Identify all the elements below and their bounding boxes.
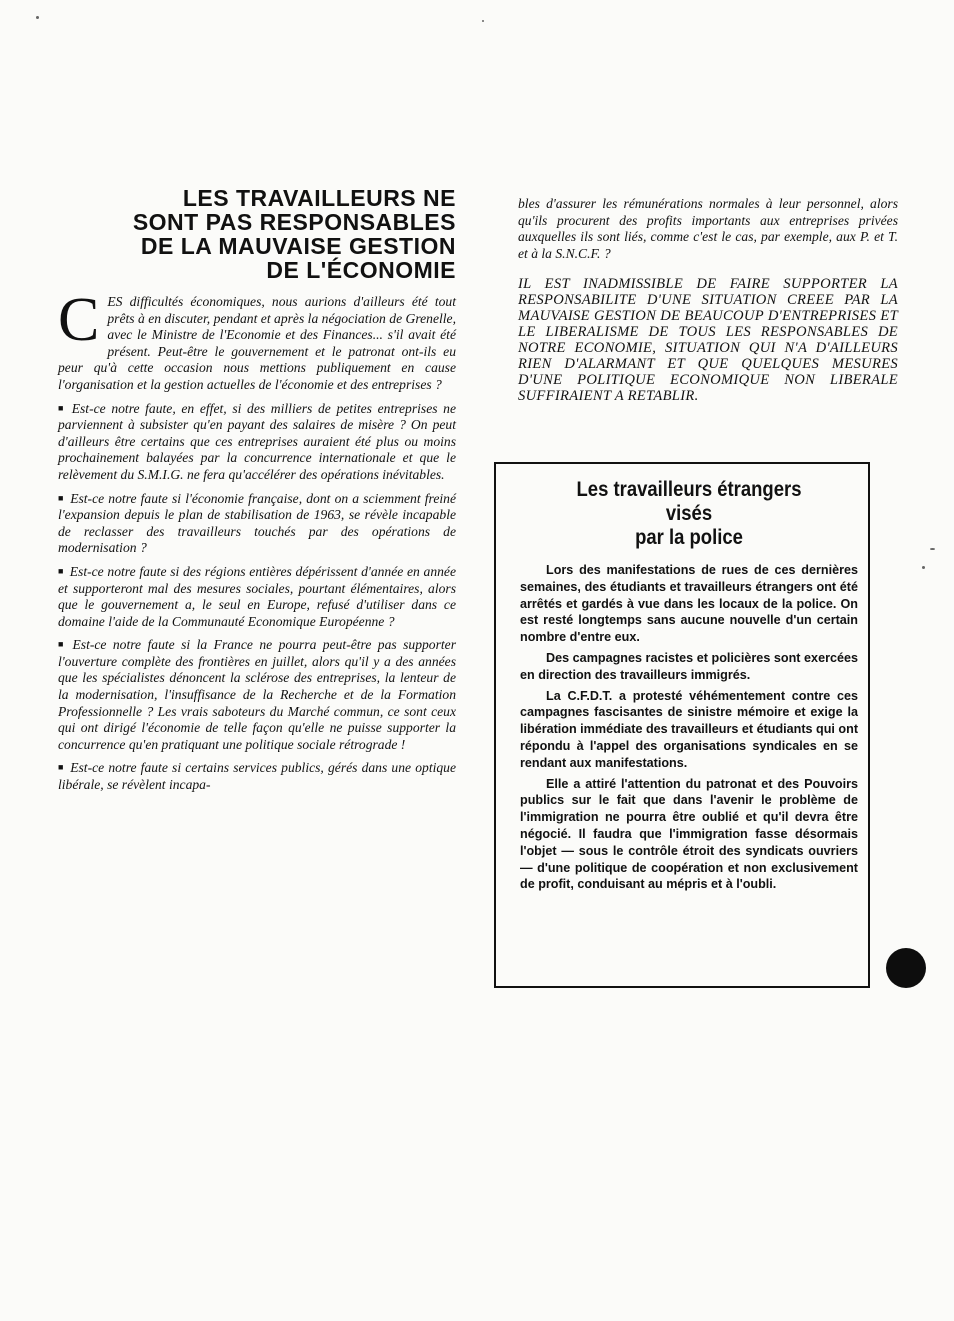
continuation-paragraph: bles d'assurer les rémunérations normales à leur personnel, alors qu'ils procurent des profits importants aux entreprises privées auxquelles ils sont liés, comme c'est le cas, par exemple, aux P. et T. et à la S.N.C.F. ? bbox=[518, 196, 898, 261]
left-article bbox=[58, 186, 456, 800]
box-paragraph: Elle a attiré l'attention du patronat et des Pouvoirs publics sur le fait que dans l'avenir le problème de l'immigration ne pourra être oublié et qu'il devra être négocié. Il faudra que l'immigration fasse désormais l'objet — sous le contrôle étroit des syndicats ouvriers — d'une politique de coopération et non exclusivement de profit, conduisant au mépris et à l'oubli. bbox=[520, 776, 858, 892]
box-title-line: par la police bbox=[635, 526, 743, 549]
box-paragraph: Des campagnes racistes et policières sont exercées en direction des travailleurs immigrés. bbox=[520, 650, 858, 682]
conclusion-paragraph: IL EST INADMISSIBLE DE FAIRE SUPPORTER LA RESPONSABILITE D'UNE SITUATION CREEE PAR LA MAUVAISE GESTION DE BEAUCOUP D'ENTREPRISES ET LE LIBERALISME DE TOUS LES RESPONSABLES DE NOTRE ECONOMIE, SITUATION QUI N'A D'AILLEURS RIEN D'ALARMANT ET QUE QUELQUES MESURES D'UNE POLITIQUE ECONOMIQUE NON LIBERALE SUFFIRAIENT A RETABLIR. bbox=[518, 276, 898, 405]
body-paragraph: ■ Est-ce notre faute si la France ne pourra peut-être pas supporter l'ouverture complète des frontières en juillet, alors qu'il y a des années que les spécialistes dénoncent la sclérose des entreprises, la lenteur de la modernisation, l'insuffisance de la Recherche et de la Formation Professionnelle ? Les vrais saboteurs du Marché commun, ce sont ceux qui ont dirigé l'économie de telle façon qu'elle ne puisse supporter la concurrence qu'en pratiquant une politique sociale rétrograde ! bbox=[58, 636, 456, 753]
headline-line: DE L'ÉCONOMIE bbox=[266, 257, 456, 283]
right-article bbox=[518, 196, 898, 404]
scan-speck bbox=[482, 20, 484, 22]
body-paragraph: ■ Est-ce notre faute si l'économie française, dont on a sciemment freiné l'expansion depuis le plan de stabilisation de 1963, se révèle incapable de reclasser des travailleurs touchés par des opérations de modernisation ? bbox=[58, 490, 456, 557]
intro-text: ES difficultés économiques, nous aurions d'ailleurs été tout prêts à en discuter, pendant et après la négociation de Grenelle, avec le Ministre de l'Economie et des Finances... s'il avait été présent. Peut-être le gouvernement et le patronat ont-ils eu peur qu'à cette occasion nous mettions publiquement en cause l'organisation et la gestion actuelles de l'économie et des entreprises ? bbox=[58, 294, 456, 392]
page-marker-dot bbox=[886, 948, 926, 988]
boxed-article bbox=[494, 462, 870, 988]
box-title-line: visés bbox=[665, 502, 713, 525]
box-title bbox=[540, 478, 837, 550]
headline-line: SONT PAS RESPONSABLES bbox=[132, 209, 456, 235]
box-paragraph: Lors des manifestations de rues de ces dernières semaines, des étudiants et travailleurs étrangers ont été arrêtés et gardés à vue dans les locaux de la police. On est resté longtemps sans aucune nouvelle d'un certain nombre d'entre eux. bbox=[520, 563, 858, 645]
article-headline bbox=[58, 186, 456, 282]
body-paragraph: ■ Est-ce notre faute, en effet, si des milliers de petites entreprises ne parviennent à subsister qu'en payant des salaires de misère ? On peut d'ailleurs être certains que ces entreprises auraient été plus ou moins prochainement balayées par la concurrence internationale et que le relèvement du S.M.I.G. ne fera qu'accélérer des opérations inévitables. bbox=[58, 400, 456, 484]
intro-paragraph bbox=[58, 286, 456, 394]
headline-line: LES TRAVAILLEURS NE bbox=[182, 185, 456, 211]
scan-speck bbox=[922, 566, 925, 569]
body-paragraph: ■ Est-ce notre faute si certains services publics, gérés dans une optique libérale, se révèlent incapa- bbox=[58, 759, 456, 793]
headline-line: DE LA MAUVAISE GESTION bbox=[140, 233, 456, 259]
box-paragraph: La C.F.D.T. a protesté véhémentement contre ces campagnes fascisantes de sinistre mémoire et exige la libération immédiate des travailleurs et étudiants qui ont répondu à l'appel des organisations syndicales en se rendant aux manifestations. bbox=[520, 688, 859, 770]
body-paragraph: ■ Est-ce notre faute si des régions entières dépérissent d'année en année et supporteront mal des mesures sociales, pourtant élémentaires, alors que le gouvernement a, le seul en Europe, refusé d'utiliser dans ce domaine l'aide de la Communauté Economique Européenne ? bbox=[58, 563, 456, 630]
scan-speck bbox=[930, 548, 935, 550]
drop-cap: C bbox=[58, 286, 100, 354]
scan-speck bbox=[36, 16, 39, 19]
box-title-line: Les travailleurs étrangers bbox=[576, 478, 802, 501]
